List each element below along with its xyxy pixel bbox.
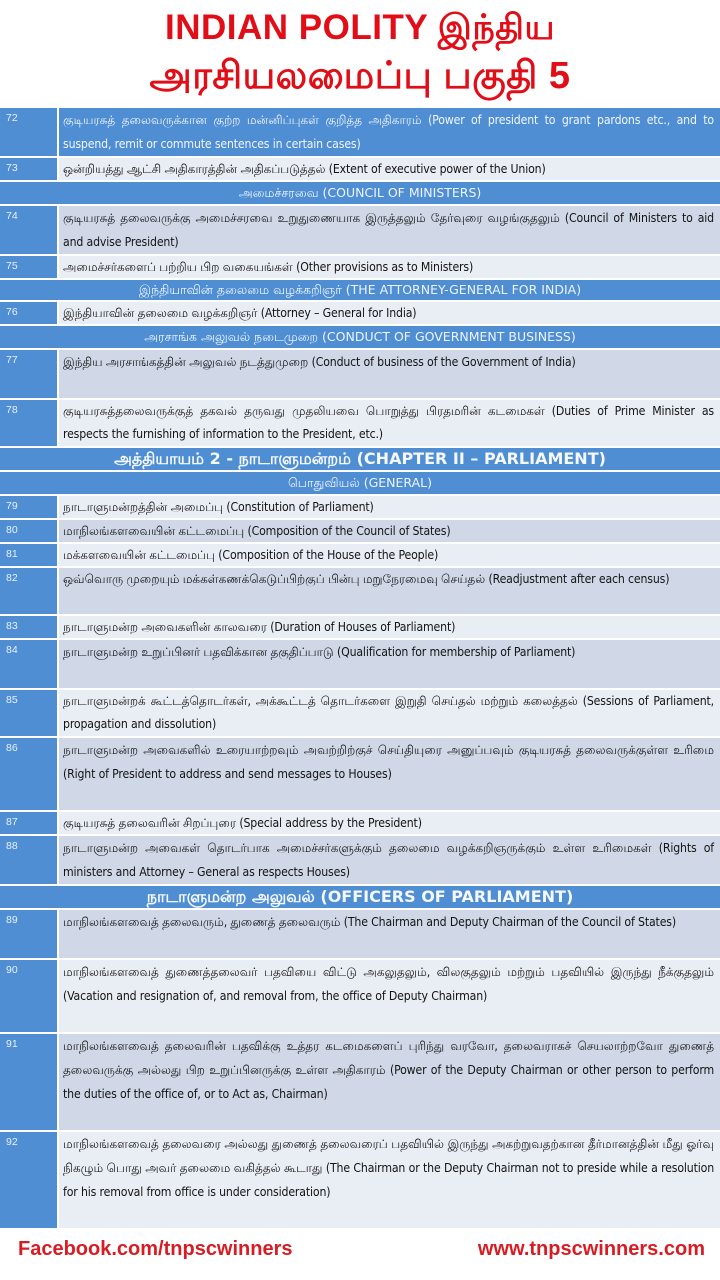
article-row-85 [0, 690, 720, 736]
article-row-80 [0, 520, 720, 542]
footer [0, 1230, 720, 1280]
article-number: 75 [0, 256, 57, 278]
articles-table [0, 108, 720, 1230]
article-row-72 [0, 108, 720, 156]
article-text: இந்திய அரசாங்கத்தின் அலுவல் நடத்துமுறை (Conduct of business of the Government of India) [59, 350, 720, 398]
article-number: 82 [0, 568, 57, 614]
article-number: 90 [0, 960, 57, 1032]
article-row-87 [0, 812, 720, 834]
article-text: குடியரசுத் தலைவரின் சிறப்புரை (Special address by the President) [59, 812, 720, 834]
article-number: 85 [0, 690, 57, 736]
facebook-link[interactable]: Facebook.com/tnpscwinners [18, 1238, 293, 1260]
article-text: நாடாளுமன்ற அவைகளின் காலவரை (Duration of Houses of Parliament) [59, 616, 720, 638]
section-header-council-of-ministers: அமைச்சரவை (COUNCIL OF MINISTERS) [0, 182, 720, 204]
article-text: ஒன்றியத்து ஆட்சி அதிகாரத்தின் அதிகப்படுத்தல் (Extent of executive power of the Union) [59, 158, 720, 180]
article-row-74 [0, 206, 720, 254]
article-text: நாடாளுமன்ற அவைகளில் உரையாற்றவும் அவற்றிற்குச் செய்தியுரை அனுப்பவும் குடியரசுத் தலைவருக்குள்ள உரிமை (Right of President to address and send messages to Houses) [59, 738, 720, 810]
article-number: 83 [0, 616, 57, 638]
article-number: 76 [0, 302, 57, 324]
article-text: அமைச்சர்களைப் பற்றிய பிற வகையங்கள் (Other provisions as to Ministers) [59, 256, 720, 278]
article-text: மாநிலங்களவைத் தலைவரின் பதவிக்கு உத்தர கடமைகளைப் புரிந்து வரவோ, தலைவராகச் செயலாற்றவோ துணைத் தலைவருக்கு அல்லது பிற உறுப்பினருக்கு உள்ள அதிகாரம் (Power of the Deputy Chairman or other person to perform the duties of the office of, or to Act as, Chairman) [59, 1034, 720, 1130]
article-row-84 [0, 640, 720, 688]
article-number: 88 [0, 836, 57, 884]
article-number: 74 [0, 206, 57, 254]
article-row-81 [0, 544, 720, 566]
article-text: இந்தியாவின் தலைமை வழக்கறிஞர் (Attorney – General for India) [59, 302, 720, 324]
section-header-conduct-of-business: அரசாங்க அலுவல் நடைமுறை (CONDUCT OF GOVERNMENT BUSINESS) [0, 326, 720, 348]
article-row-79 [0, 496, 720, 518]
article-row-83 [0, 616, 720, 638]
article-number: 87 [0, 812, 57, 834]
chapter-header-parliament: அத்தியாயம் 2 - நாடாளுமன்றம் (CHAPTER II – PARLIAMENT) [0, 448, 720, 470]
page-title-line-1: INDIAN POLITY இந்திய [165, 8, 555, 47]
article-number: 84 [0, 640, 57, 688]
article-text: ஒவ்வொரு முறையும் மக்கள்கணக்கெடுப்பிற்குப் பின்பு மறுநேரமைவு செய்தல் (Readjustment after each census) [59, 568, 720, 614]
article-number: 78 [0, 400, 57, 446]
article-number: 91 [0, 1034, 57, 1130]
page-title-line-2: அரசியலமைப்பு பகுதி 5 [149, 55, 571, 97]
article-row-82 [0, 568, 720, 614]
article-number: 79 [0, 496, 57, 518]
title-block [0, 0, 720, 108]
article-row-88 [0, 836, 720, 884]
article-row-78 [0, 400, 720, 446]
article-text: நாடாளுமன்ற உறுப்பினர் பதவிக்கான தகுதிப்பாடு (Qualification for membership of Parliament) [59, 640, 720, 688]
article-text: மாநிலங்களவைத் தலைவரும், துணைத் தலைவரும் (The Chairman and Deputy Chairman of the Council of States) [59, 910, 720, 958]
article-row-89 [0, 910, 720, 958]
article-row-73 [0, 158, 720, 180]
article-number: 73 [0, 158, 57, 180]
article-row-76 [0, 302, 720, 324]
website-link[interactable]: www.tnpscwinners.com [477, 1238, 705, 1260]
article-text: குடியரசுத் தலைவருக்கு அமைச்சரவை உறுதுணையாக இருத்தலும் தேர்வுரை வழங்குதலும் (Council of Ministers to aid and advise President) [59, 206, 720, 254]
article-text: குடியரசுத்தலைவருக்குத் தகவல் தருவது முதலியவை பொறுத்து பிரதமரின் கடமைகள் (Duties of Prime Minister as respects the furnishing of information to the President, etc.) [59, 400, 720, 446]
article-text: நாடாளுமன்றத்தின் அமைப்பு (Constitution of Parliament) [59, 496, 720, 518]
article-text: மாநிலங்களவைத் துணைத்தலைவர் பதவியை விட்டு அகலுதலும், விலகுதலும் மற்றும் பதவியில் இருந்து நீக்குதலும் (Vacation and resignation of, and removal from, the office of Deputy Chairman) [59, 960, 720, 1032]
article-text: மாநிலங்களவைத் தலைவரை அல்லது துணைத் தலைவரைப் பதவியில் இருந்து அகற்றுவதற்கான தீர்மானத்தின் மீது ஓர்வு நிகழும் பொது அவர் தலைமை வகித்தல் கூடாது (The Chairman or the Deputy Chairman not to preside while a resolution for his removal from office is under consideration) [59, 1132, 720, 1228]
article-row-75 [0, 256, 720, 278]
article-number: 92 [0, 1132, 57, 1228]
article-row-91 [0, 1034, 720, 1130]
article-number: 77 [0, 350, 57, 398]
article-text: மாநிலங்களவையின் கட்டமைப்பு (Composition of the Council of States) [59, 520, 720, 542]
article-row-92 [0, 1132, 720, 1228]
article-row-90 [0, 960, 720, 1032]
section-header-general: பொதுவியல் (GENERAL) [0, 472, 720, 494]
article-text: குடியரசுத் தலைவருக்கான குற்ற மன்னிப்புகள் குறித்த அதிகாரம் (Power of president to grant pardons etc., and to suspend, remit or commute sentences in certain cases) [59, 108, 720, 156]
article-row-86 [0, 738, 720, 810]
article-text: நாடாளுமன்றக் கூட்டத்தொடர்கள், அக்கூட்டத் தொடர்களை இறுதி செய்தல் மற்றும் கலைத்தல் (Sessions of Parliament, propagation and dissolution) [59, 690, 720, 736]
article-number: 80 [0, 520, 57, 542]
article-number: 81 [0, 544, 57, 566]
article-number: 86 [0, 738, 57, 810]
article-row-77 [0, 350, 720, 398]
article-number: 72 [0, 108, 57, 156]
article-text: மக்களவையின் கட்டமைப்பு (Composition of the House of the People) [59, 544, 720, 566]
article-number: 89 [0, 910, 57, 958]
article-text: நாடாளுமன்ற அவைகள் தொடர்பாக அமைச்சர்களுக்கும் தலைமை வழக்கறிஞருக்கும் உள்ள உரிமைகள் (Rights of ministers and Attorney – General as respects Houses) [59, 836, 720, 884]
section-header-attorney-general: இந்தியாவின் தலைமை வழக்கறிஞர் (THE ATTORNEY-GENERAL FOR INDIA) [0, 280, 720, 300]
section-header-officers-of-parliament: நாடாளுமன்ற அலுவல் (OFFICERS OF PARLIAMENT) [0, 886, 720, 908]
